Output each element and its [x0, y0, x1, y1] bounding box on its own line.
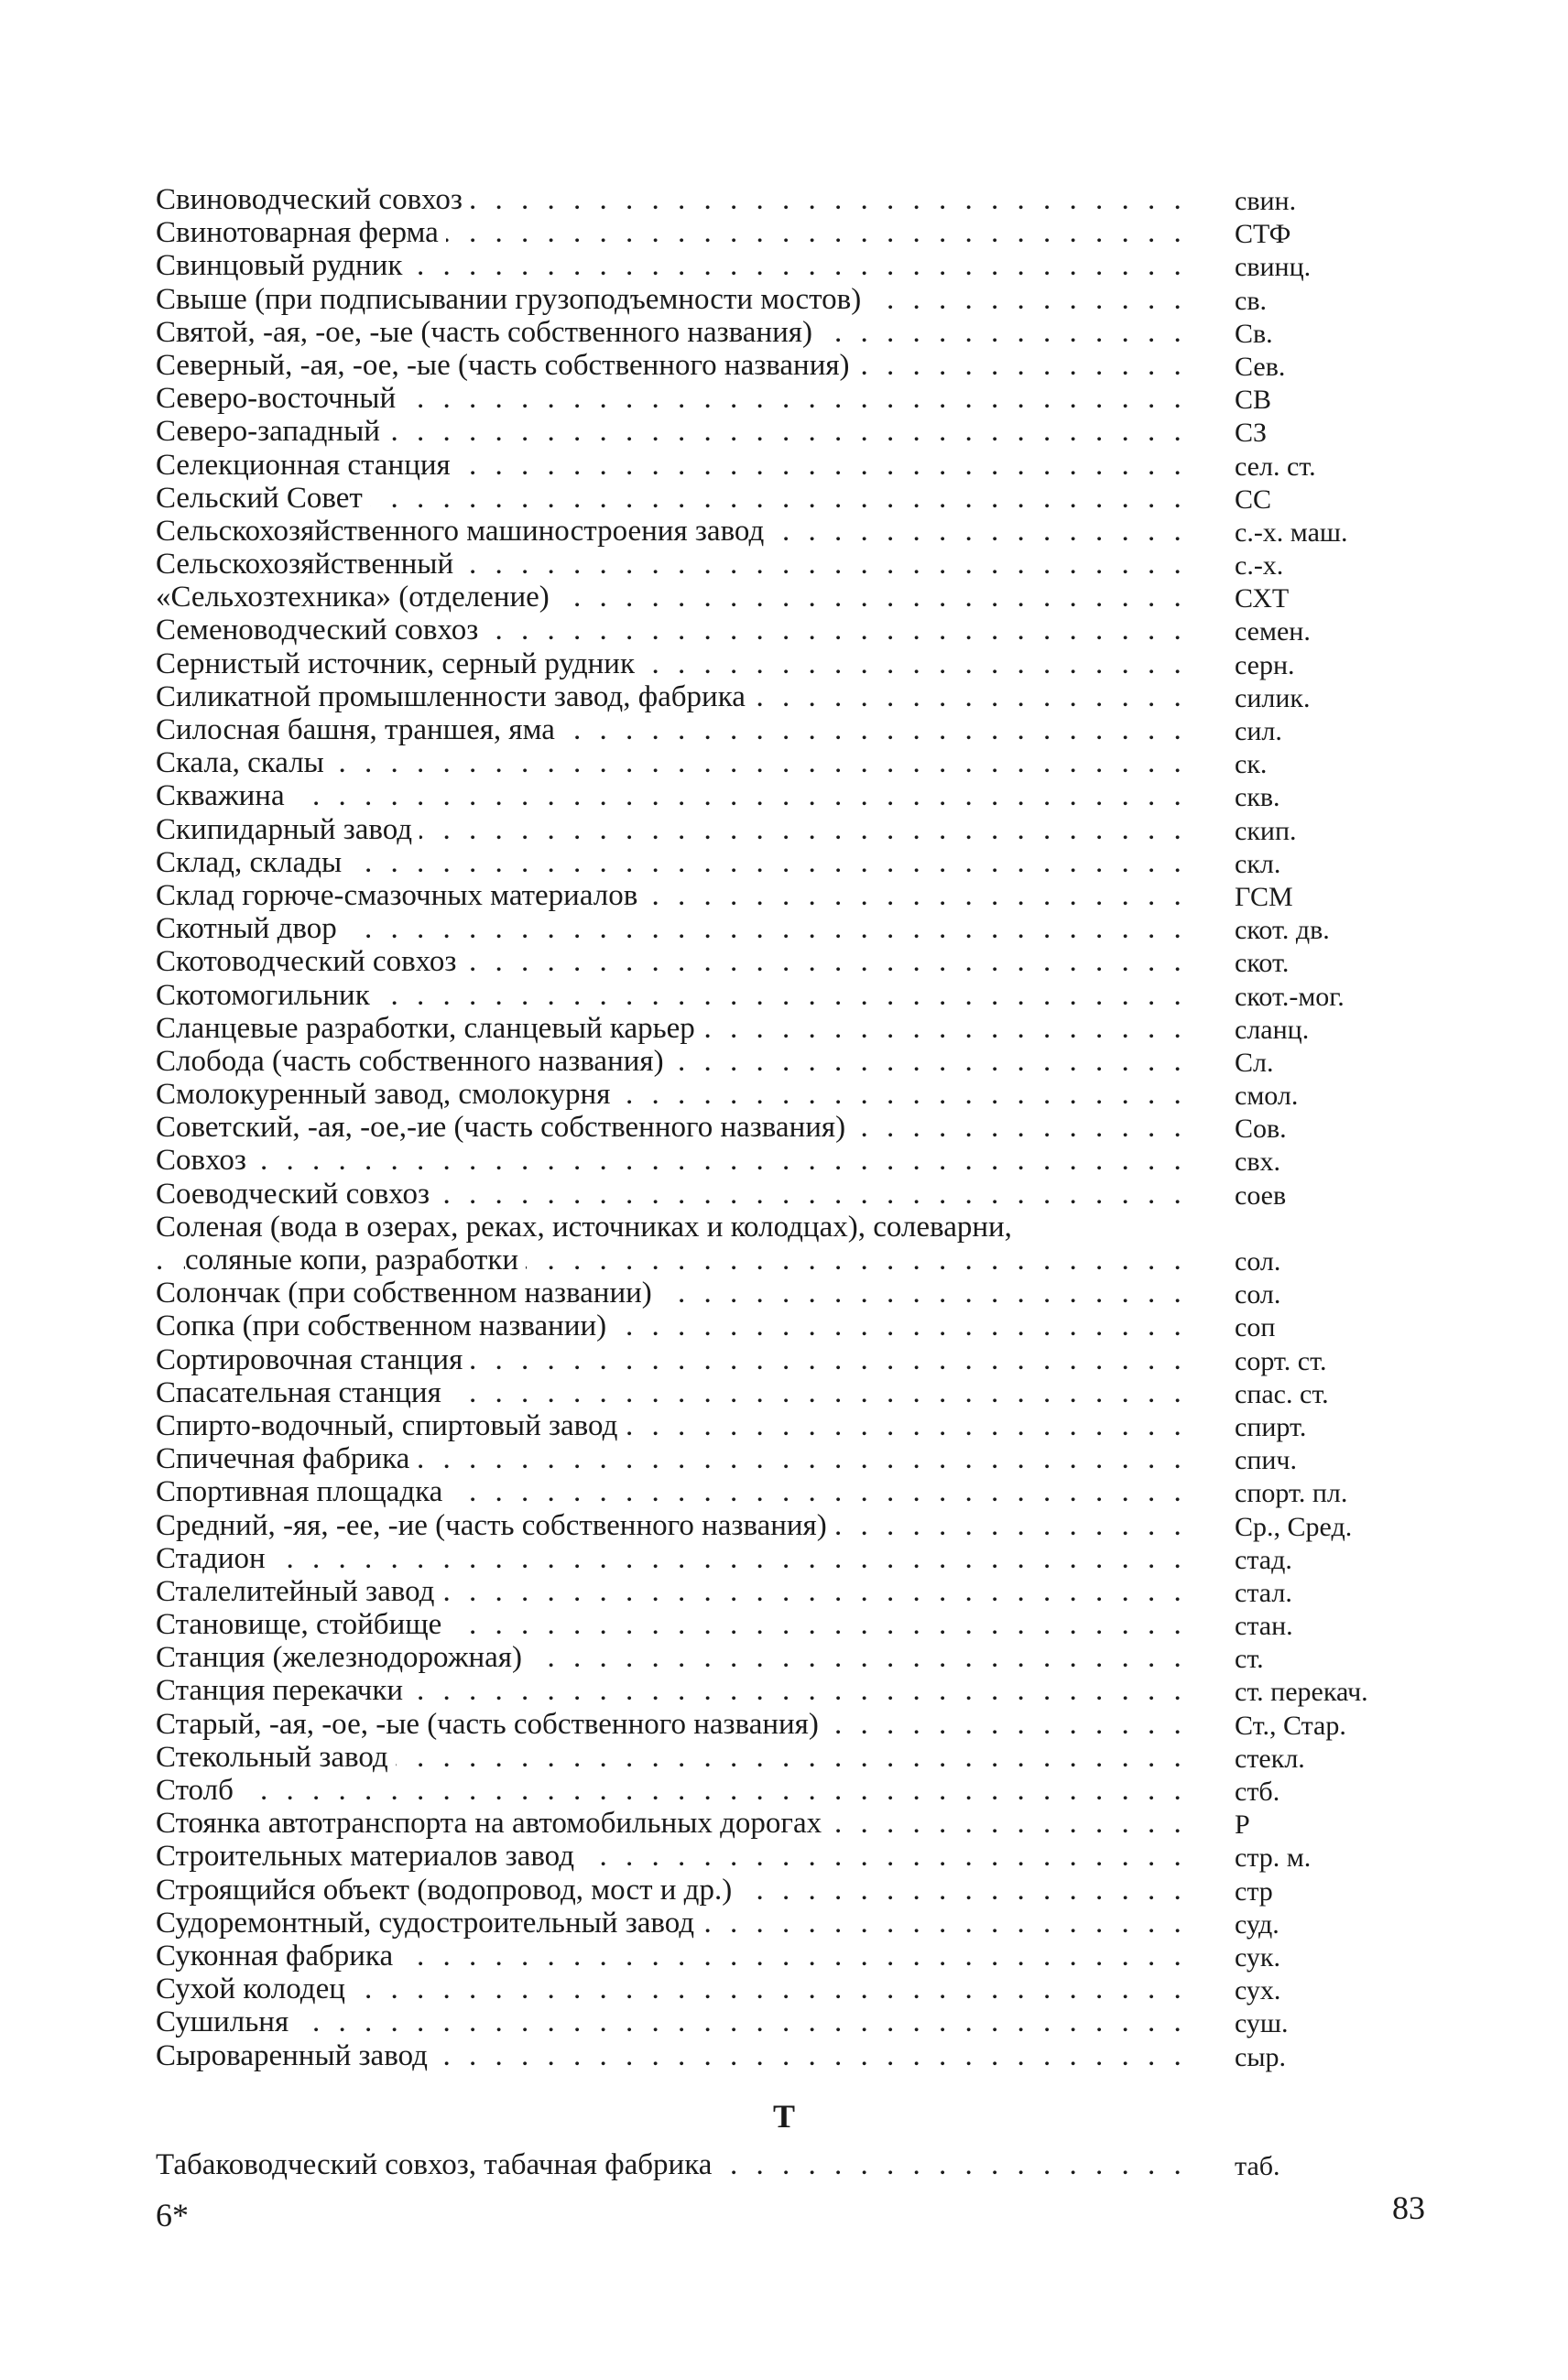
entry-abbreviation: сорт. ст.: [1235, 1345, 1327, 1376]
page-number: 83: [1392, 2190, 1425, 2226]
entry-abbreviation: скот.-мог.: [1235, 981, 1345, 1012]
abbreviation-entry: [156, 1178, 1420, 1211]
entry-term: Спирто-водочный, спиртовый завод . . .: [156, 1409, 1181, 1442]
entry-abbreviation: СТФ: [1235, 219, 1291, 250]
abbreviation-entry: [156, 1807, 1420, 1840]
entry-abbreviation: ст. перекач.: [1235, 1677, 1368, 1708]
abbreviation-entry: [156, 1608, 1420, 1641]
entry-term: Сопка (при собственном названии) . . .: [156, 1310, 1181, 1342]
abbreviation-entry: [156, 746, 1420, 779]
abbreviation-entry: [156, 1641, 1420, 1674]
entry-term: Спичечная фабрика . . .: [156, 1442, 1181, 1475]
entry-term: Скотный двор . . .: [156, 912, 1181, 945]
abbreviation-entry: [156, 945, 1420, 978]
entry-abbreviation: свх.: [1235, 1147, 1280, 1178]
entry-term: Сельский Совет . . .: [156, 482, 1181, 515]
abbreviation-entry: [156, 846, 1420, 879]
abbreviation-entry: [156, 1674, 1420, 1707]
abbreviation-entry: [156, 1343, 1420, 1376]
entry-term: Склад горюче-смазочных материалов . . .: [156, 879, 1181, 912]
entry-abbreviation: стр. м.: [1235, 1842, 1312, 1874]
abbreviation-entry: [156, 1874, 1420, 1907]
abbreviation-entry: [156, 1211, 1420, 1277]
entry-abbreviation: спас. ст.: [1235, 1378, 1329, 1409]
entry-term: Станция (железнодорожная) . . .: [156, 1641, 1181, 1674]
abbreviation-entry: [156, 1045, 1420, 1078]
entry-abbreviation: суд.: [1235, 1908, 1279, 1940]
entry-abbreviation: св.: [1235, 285, 1267, 316]
entry-abbreviation: спирт.: [1235, 1411, 1307, 1442]
abbreviation-entry: [156, 349, 1420, 382]
entry-abbreviation: стр: [1235, 1875, 1273, 1907]
abbreviation-entry: [156, 779, 1420, 812]
entry-term: Сельскохозяйственный . . .: [156, 548, 1181, 581]
entry-abbreviation: Ст., Стар.: [1235, 1710, 1346, 1741]
entry-term: Сернистый источник, серный рудник . . .: [156, 647, 1181, 680]
abbreviation-entry: [156, 912, 1420, 945]
entry-abbreviation: ГСМ: [1235, 881, 1293, 912]
abbreviation-entry: [156, 1078, 1420, 1111]
printer-signature: 6*: [156, 2197, 189, 2233]
entry-term: Сухой колодец . . .: [156, 1972, 1181, 2005]
entry-term: Скипидарный завод . . .: [156, 813, 1181, 846]
entry-abbreviation: сол.: [1235, 1279, 1281, 1310]
abbreviation-entry: [156, 382, 1420, 415]
entry-term: Скважина . . .: [156, 779, 1181, 812]
abbreviation-entry: [156, 1708, 1420, 1741]
entry-term: Свинотоварная ферма . . .: [156, 216, 1181, 249]
abbreviation-entry: [156, 1972, 1420, 2005]
abbreviation-entry: [156, 283, 1420, 316]
abbreviation-entry: [156, 1012, 1420, 1045]
entry-abbreviation: стб.: [1235, 1777, 1280, 1808]
abbreviation-entry: [156, 879, 1420, 912]
entry-term: Сталелитейный завод . . .: [156, 1575, 1181, 1608]
entry-abbreviation: Св.: [1235, 318, 1273, 349]
entry-abbreviation: СВ: [1235, 385, 1272, 416]
entry-abbreviation: сел. ст.: [1235, 451, 1316, 482]
abbreviation-entry: [156, 1310, 1420, 1342]
abbreviation-entry: [156, 1409, 1420, 1442]
entry-abbreviation: стал.: [1235, 1577, 1292, 1608]
entry-term: Сушильня . . .: [156, 2005, 1181, 2038]
entry-term: Соленая (вода в озерах, реках, источниках и колодцах), солеварни,: [156, 1211, 1255, 1244]
entry-abbreviation: соев: [1235, 1179, 1287, 1211]
entry-abbreviation: семен.: [1235, 616, 1311, 647]
abbreviation-entry: [156, 1774, 1420, 1807]
entry-term: Солончак (при собственном названии) . . .: [156, 1277, 1181, 1310]
entry-term: Стекольный завод . . .: [156, 1741, 1181, 1774]
entry-term: Селекционная станция . . .: [156, 449, 1181, 482]
entry-term: Силосная башня, траншея, яма . . .: [156, 713, 1181, 746]
entry-term: Столб . . .: [156, 1774, 1181, 1807]
entry-term: Семеноводческий совхоз . . .: [156, 614, 1181, 647]
entry-term: Сланцевые разработки, сланцевый карьер . . .: [156, 1012, 1181, 1045]
abbreviation-entry: [156, 548, 1420, 581]
entry-term: Табаководческий совхоз, табачная фабрика . . .: [156, 2148, 1181, 2181]
entry-abbreviation: спич.: [1235, 1445, 1298, 1476]
entry-term: Строящийся объект (водопровод, мост и др.) . . .: [156, 1874, 1181, 1907]
entry-term: Святой, -ая, -ое, -ые (часть собственного названия) . . .: [156, 316, 1181, 349]
abbreviation-list: [156, 183, 1420, 2072]
abbreviation-entry: [156, 1475, 1420, 1508]
entry-term: Северо-восточный . . .: [156, 382, 1181, 415]
entry-term: Сортировочная станция . . .: [156, 1343, 1181, 1376]
abbreviation-entry: [156, 1741, 1420, 1774]
entry-abbreviation: смол.: [1235, 1081, 1299, 1112]
entry-abbreviation: сланц.: [1235, 1014, 1310, 1045]
entry-term: Склад, склады . . .: [156, 846, 1181, 879]
entry-term: «Сельхозтехника» (отделение) . . .: [156, 581, 1181, 614]
entry-term: Скотоводческий совхоз . . .: [156, 945, 1181, 978]
entry-abbreviation: спорт. пл.: [1235, 1478, 1348, 1509]
abbreviation-entry: [156, 1442, 1420, 1475]
entry-term: Скала, скалы . . .: [156, 746, 1181, 779]
entry-term: Слобода (часть собственного названия) . . .: [156, 1045, 1181, 1078]
entry-abbreviation: скв.: [1235, 782, 1280, 813]
entry-abbreviation: соп: [1235, 1312, 1276, 1343]
entry-term: Советский, -ая, -ое,-ие (часть собственного названия) . . .: [156, 1111, 1181, 1144]
entry-abbreviation: Сов.: [1235, 1114, 1287, 1145]
abbreviation-entry: [156, 2005, 1420, 2038]
abbreviation-entry: [156, 647, 1420, 680]
entry-term: Стоянка автотранспорта на автомобильных дорогах . . .: [156, 1807, 1181, 1840]
entry-term: Сельскохозяйственного машиностроения завод . . .: [156, 515, 1181, 548]
entry-abbreviation: скот.: [1235, 948, 1290, 979]
entry-term: Совхоз . . .: [156, 1144, 1181, 1177]
entry-term: Сыроваренный завод . . .: [156, 2039, 1181, 2072]
entry-term: Спасательная станция . . .: [156, 1376, 1181, 1409]
entry-term: Становище, стойбище . . .: [156, 1608, 1181, 1641]
abbreviation-entry: [156, 713, 1420, 746]
entry-abbreviation: стан.: [1235, 1611, 1293, 1642]
entry-abbreviation: сил.: [1235, 716, 1282, 746]
abbreviation-entry: [156, 1840, 1420, 1873]
entry-term-continuation: соляные копи, разработки . . .: [156, 1244, 1181, 1277]
entry-abbreviation: с.-х. маш.: [1235, 516, 1348, 548]
entry-term: Свинцовый рудник . . .: [156, 249, 1181, 282]
entry-term: Средний, -яя, -ее, -ие (часть собственного названия) . . .: [156, 1509, 1181, 1542]
entry-abbreviation: серн.: [1235, 649, 1295, 680]
entry-abbreviation: СХТ: [1235, 583, 1290, 614]
abbreviation-entry: [156, 813, 1420, 846]
entry-term: Строительных материалов завод . . .: [156, 1840, 1181, 1873]
abbreviation-entry: [156, 979, 1420, 1012]
entry-abbreviation: Сев.: [1235, 351, 1286, 382]
entry-abbreviation: сух.: [1235, 1975, 1281, 2006]
abbreviation-entry: [156, 449, 1420, 482]
entry-term: Судоремонтный, судостроительный завод . . .: [156, 1907, 1181, 1940]
entry-abbreviation: суш.: [1235, 2008, 1289, 2039]
entry-term: Спортивная площадка . . .: [156, 1475, 1181, 1508]
entry-term: Северный, -ая, -ое, -ые (часть собственного названия) . . .: [156, 349, 1181, 382]
entry-term: Свиноводческий совхоз . . .: [156, 183, 1181, 216]
abbreviation-entry: [156, 1111, 1420, 1144]
abbreviation-entry: [156, 581, 1420, 614]
entry-abbreviation: СС: [1235, 484, 1272, 515]
abbreviation-entry: [156, 183, 1420, 216]
entry-term: Станция перекачки . . .: [156, 1674, 1181, 1707]
abbreviation-entry: [156, 1575, 1420, 1608]
entry-abbreviation: скл.: [1235, 848, 1281, 879]
entry-abbreviation: свинц.: [1235, 252, 1312, 283]
abbreviation-entry: [156, 1509, 1420, 1542]
entry-term: Свыше (при подписывании грузоподъемности мостов) . . .: [156, 283, 1181, 316]
abbreviation-entry: [156, 482, 1420, 515]
entry-term: Северо-западный . . .: [156, 415, 1181, 448]
abbreviation-entry: [156, 2039, 1420, 2072]
entry-abbreviation: таб.: [1235, 2151, 1280, 2181]
entry-abbreviation: силик.: [1235, 682, 1311, 713]
entry-abbreviation: стад.: [1235, 1544, 1292, 1575]
abbreviation-entry: [156, 1542, 1420, 1575]
abbreviation-entry: [156, 1940, 1420, 1972]
entry-abbreviation: СЗ: [1235, 418, 1268, 449]
entry-abbreviation: Сл.: [1235, 1047, 1274, 1078]
entry-term: Силикатной промышленности завод, фабрика . . .: [156, 680, 1181, 713]
entry-term: Стадион . . .: [156, 1542, 1181, 1575]
section-letter: Т: [772, 2098, 795, 2135]
entry-term: Старый, -ая, -ое, -ые (часть собственного названия) . . .: [156, 1708, 1181, 1741]
entry-abbreviation: сыр.: [1235, 2041, 1286, 2072]
entry-abbreviation: скот. дв.: [1235, 915, 1330, 946]
entry-term: Смолокуренный завод, смолокурня . . .: [156, 1078, 1181, 1111]
abbreviation-entry: [156, 1277, 1420, 1310]
entry-abbreviation: скип.: [1235, 815, 1297, 846]
entry-abbreviation: с.-х.: [1235, 550, 1284, 581]
abbreviation-entry: [156, 415, 1420, 448]
entry-abbreviation: свин.: [1235, 186, 1297, 216]
entry-abbreviation: Р: [1235, 1809, 1250, 1841]
abbreviation-entry: [156, 1144, 1420, 1177]
entry-term: Суконная фабрика . . .: [156, 1940, 1181, 1972]
abbreviation-entry: [156, 515, 1420, 548]
entry-abbreviation: сол.: [1235, 1245, 1281, 1277]
entry-abbreviation: Ср., Сред.: [1235, 1511, 1353, 1542]
abbreviation-entry: [156, 249, 1420, 282]
abbreviation-entry: [156, 216, 1420, 249]
abbreviation-entry: [156, 2148, 1420, 2181]
entry-abbreviation: сук.: [1235, 1941, 1280, 1972]
abbreviation-entry: [156, 614, 1420, 647]
abbreviation-entry: [156, 1376, 1420, 1409]
entry-abbreviation: ст.: [1235, 1644, 1264, 1675]
abbreviation-entry: [156, 1907, 1420, 1940]
abbreviation-entry: [156, 316, 1420, 349]
entry-abbreviation: ск.: [1235, 749, 1268, 780]
entry-abbreviation: стекл.: [1235, 1743, 1305, 1774]
entry-term: Скотомогильник . . .: [156, 979, 1181, 1012]
abbreviation-entry: [156, 680, 1420, 713]
entry-term: Соеводческий совхоз . . .: [156, 1178, 1181, 1211]
